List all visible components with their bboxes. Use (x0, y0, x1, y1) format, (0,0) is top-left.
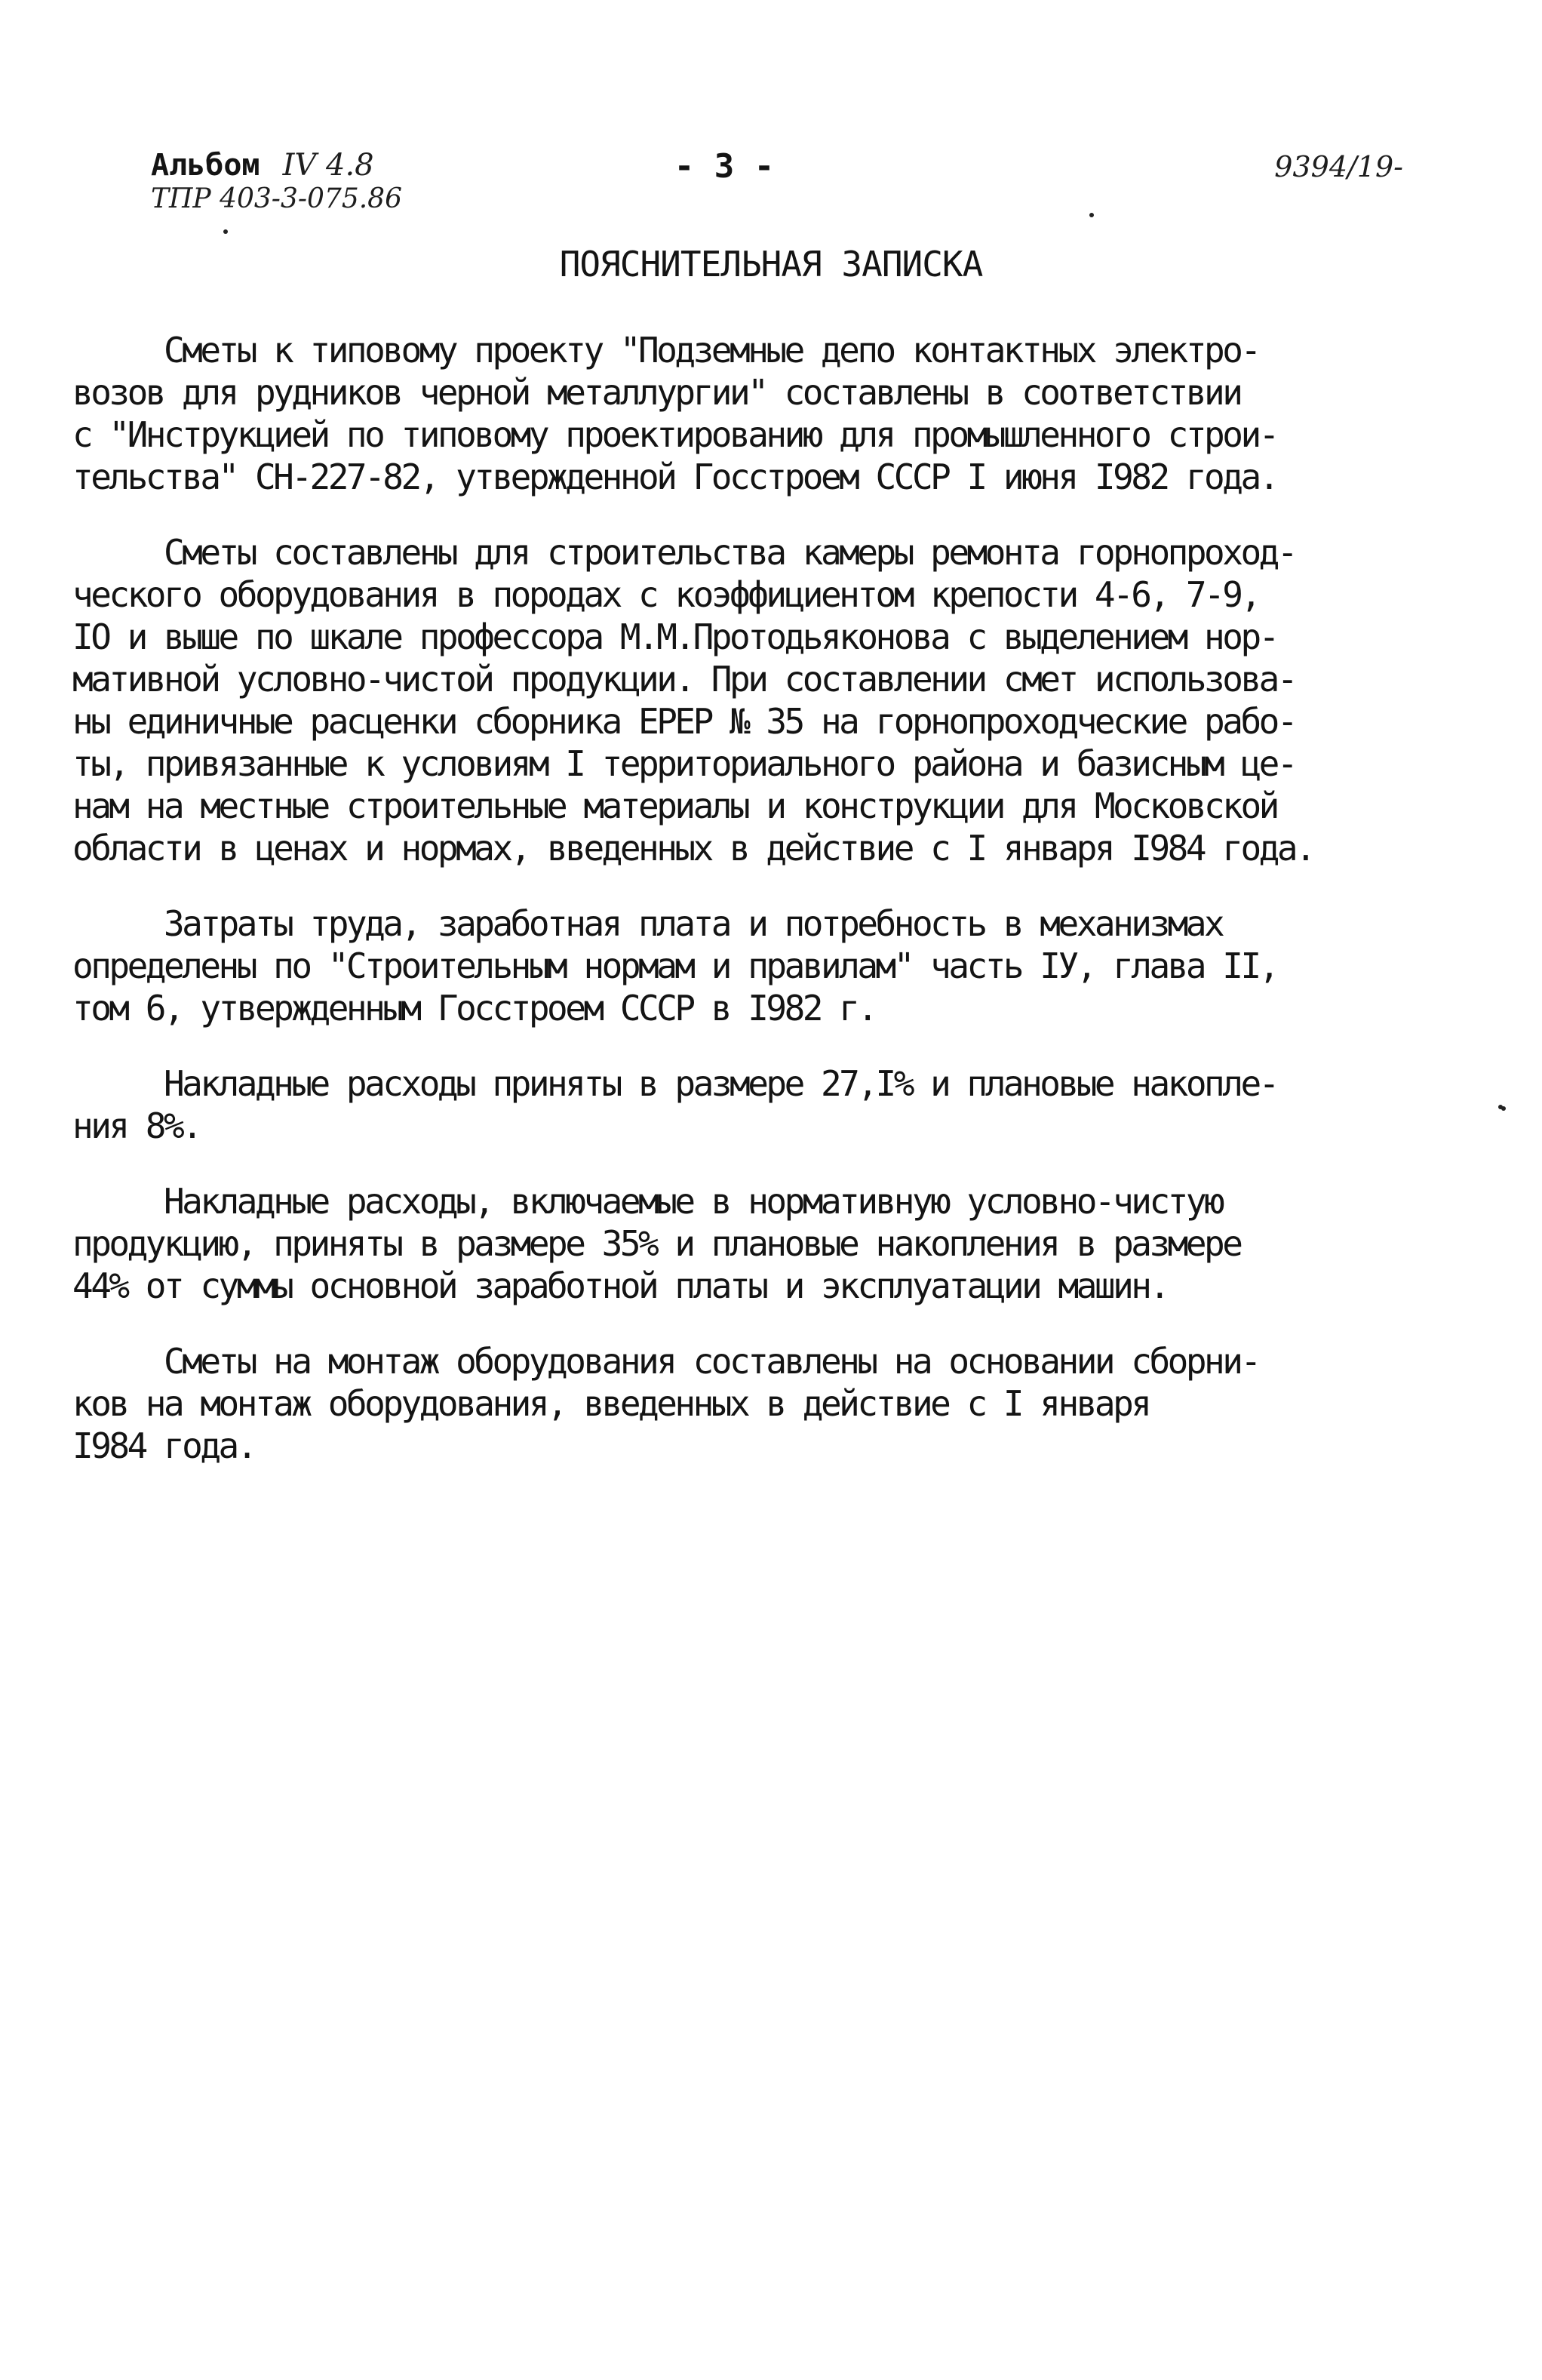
text-line: ческого оборудования в породах с коэффициентом крепости 4-6, 7-9, (72, 574, 1259, 615)
paragraph-labor (72, 902, 1491, 1029)
text-line: мативной условно-чистой продукции. При составлении смет использова- (72, 659, 1296, 700)
text-line: I984 года. (72, 1425, 255, 1466)
page-title: ПОЯСНИТЕЛЬНАЯ ЗАПИСКА (559, 244, 983, 284)
text-line: тельства" СН-227-82, утвержденной Госстроем СССР I июня I982 года. (72, 457, 1277, 497)
text-line: нам на местные строительные материалы и конструкции для Московской (72, 786, 1277, 826)
text-line: ния 8%. (72, 1105, 201, 1146)
paragraph-normative-overhead (72, 1180, 1491, 1307)
scan-speck (1089, 213, 1094, 217)
document-number: 9394/19- (1274, 150, 1403, 183)
page-number: - 3 - (674, 147, 775, 186)
album-line (151, 148, 468, 183)
album-label: Альбом (151, 148, 260, 183)
text-line: 44% от суммы основной заработной платы и эксплуатации машин. (72, 1265, 1168, 1306)
text-line: IO и выше по шкале профессора М.М.Протодьяконова с выделением нор- (72, 617, 1277, 657)
body-text (72, 329, 1491, 1500)
scan-speck (1498, 1105, 1503, 1109)
album-handwritten-number: IV 4.8 (282, 148, 374, 183)
tpr-handwritten-code: ТПР 403-3-075.86 (151, 183, 402, 214)
paragraph-standards (72, 329, 1491, 498)
text-line: ты, привязанные к условиям I территориального района и базисным це- (72, 743, 1296, 784)
text-line: определены по "Строительным нормам и правилам" часть IУ, глава II, (72, 946, 1277, 986)
text-line: ков на монтаж оборудования, введенных в действие с I января (72, 1383, 1150, 1424)
paragraph-overhead (72, 1062, 1491, 1147)
text-line: с "Инструкцией по типовому проектированию для промышленного строи- (72, 414, 1277, 455)
text-line: Сметы составлены для строительства камеры ремонта горнопроход- (72, 532, 1296, 573)
text-line: области в ценах и нормах, введенных в действие с I января I984 года. (72, 828, 1314, 869)
text-line: Затраты труда, заработная плата и потребность в механизмах (72, 903, 1223, 944)
text-line: ны единичные расценки сборника ЕРЕР № 35 на горнопроходческие рабо- (72, 701, 1296, 742)
scan-speck (223, 229, 228, 234)
text-line: возов для рудников черной металлургии" составлены в соответствии (72, 372, 1241, 413)
paragraph-installation (72, 1340, 1491, 1467)
text-line: том 6, утвержденным Госстроем СССР в I982 г. (72, 988, 876, 1029)
text-line: Накладные расходы, включаемые в нормативную условно-чистую (72, 1181, 1223, 1222)
text-line: Сметы к типовому проекту "Подземные депо контактных электро- (72, 330, 1259, 371)
text-line: Накладные расходы приняты в размере 27,I% и плановые накопле- (72, 1063, 1277, 1104)
paragraph-scope (72, 531, 1491, 869)
text-line: продукцию, приняты в размере 35% и плановые накопления в размере (72, 1223, 1241, 1264)
text-line: Сметы на монтаж оборудования составлены на основании сборни- (72, 1341, 1259, 1382)
album-reference (151, 148, 468, 216)
